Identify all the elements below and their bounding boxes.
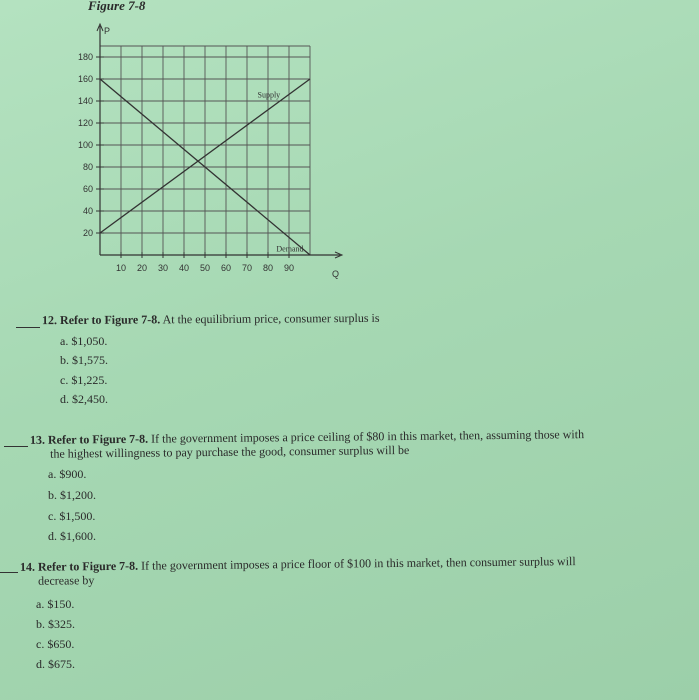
option-14c: c. $650. xyxy=(36,637,75,651)
question-text-line1: If the government imposes a price floor of $100 in this market, then consumer surplus will xyxy=(141,554,576,573)
question-number: 13. xyxy=(29,432,46,447)
x-tick-label: 80 xyxy=(262,263,274,273)
chart-labels xyxy=(104,26,339,279)
option-13a: a. $900. xyxy=(48,467,87,481)
supply-label: Supply xyxy=(257,90,281,100)
chart-ticks xyxy=(78,52,294,273)
question-reference: Refer to Figure 7-8. xyxy=(59,312,161,328)
question-reference: Refer to Figure 7-8. xyxy=(47,431,149,447)
demand-label: Demand xyxy=(276,244,304,254)
option-14a: a. $150. xyxy=(36,597,75,611)
option-13b: b. $1,200. xyxy=(48,488,96,502)
x-tick-label: 30 xyxy=(157,263,169,273)
chart-axes xyxy=(97,24,342,258)
y-tick-label: 180 xyxy=(77,52,93,62)
answer-blank-14[interactable] xyxy=(0,572,18,573)
y-tick-label: 160 xyxy=(77,74,93,84)
option-14b: b. $325. xyxy=(36,617,75,631)
question-number: 12. xyxy=(41,313,58,328)
x-tick-label: 10 xyxy=(115,263,127,273)
option-12a: a. $1,050. xyxy=(60,334,108,348)
supply-demand-chart xyxy=(0,0,699,300)
question-number: 14. xyxy=(19,559,36,574)
option-13c: c. $1,500. xyxy=(48,509,96,523)
y-tick-label: 100 xyxy=(77,140,93,150)
question-13 xyxy=(30,427,584,461)
answer-blank-13[interactable] xyxy=(4,446,28,447)
question-reference: Refer to Figure 7-8. xyxy=(37,558,139,574)
option-14d: d. $675. xyxy=(36,657,75,671)
y-tick-label: 120 xyxy=(77,118,93,128)
x-axis-label: Q xyxy=(332,269,340,279)
option-12c: c. $1,225. xyxy=(60,373,108,387)
figure-title: Figure 7-8 xyxy=(88,0,146,13)
y-tick-label: 40 xyxy=(82,206,93,216)
x-tick-label: 60 xyxy=(220,263,232,273)
question-text-line2: decrease by xyxy=(38,573,95,588)
x-tick-label: 40 xyxy=(178,263,190,273)
x-tick-label: 20 xyxy=(136,263,148,273)
x-tick-label: 70 xyxy=(241,263,253,273)
chart-grid xyxy=(100,46,310,255)
answer-blank-12[interactable] xyxy=(16,327,40,328)
y-tick-label: 20 xyxy=(82,228,93,238)
y-tick-label: 60 xyxy=(82,184,93,194)
option-12d: d. $2,450. xyxy=(60,392,108,406)
x-tick-label: 90 xyxy=(283,263,295,273)
y-tick-label: 140 xyxy=(77,96,93,106)
y-tick-label: 80 xyxy=(82,162,93,172)
question-12 xyxy=(42,311,380,327)
question-text: At the equilibrium price, consumer surplus is xyxy=(162,310,380,327)
question-text-line2: the highest willingness to pay purchase the good, consumer surplus will be xyxy=(50,442,410,461)
y-axis-label: P xyxy=(104,26,111,36)
x-tick-label: 50 xyxy=(199,263,211,273)
question-text-line1: If the government imposes a price ceiling of $80 in this market, then, assuming those with xyxy=(151,427,585,446)
option-13d: d. $1,600. xyxy=(48,529,96,543)
question-14 xyxy=(20,554,576,588)
option-12b: b. $1,575. xyxy=(60,353,108,367)
